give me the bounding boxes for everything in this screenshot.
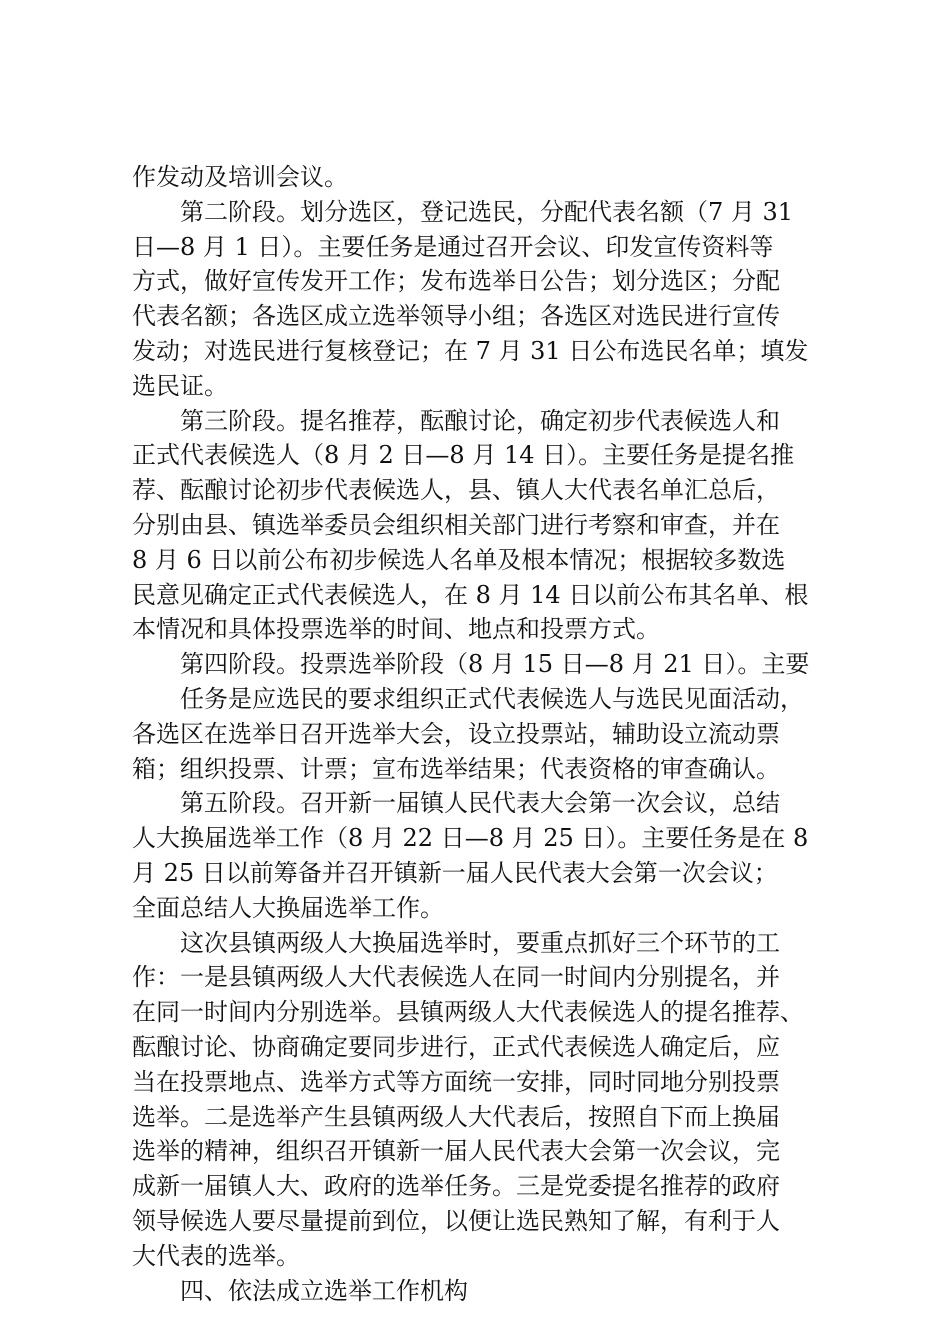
text-line: 在同一时间内分别选举。县镇两级人大代表候选人的提名推荐、 [132, 998, 804, 1027]
text-line: 成新一届镇人大、政府的选举任务。三是党委提名推荐的政府 [132, 1172, 780, 1201]
text-line: 月 25 日以前筹备并召开镇新一届人民代表大会第一次会议； [132, 858, 778, 887]
text-line: 作：一是县镇两级人大代表候选人在同一时间内分别提名，并 [132, 963, 780, 992]
text-line: 日—8 月 1 日）。主要任务是通过召开会议、印发宣传资料等 [132, 232, 774, 261]
text-line: 酝酿讨论、协商确定要同步进行，正式代表候选人确定后，应 [132, 1032, 780, 1061]
text-line: 领导候选人要尽量提前到位，以便让选民熟知了解，有利于人 [132, 1206, 780, 1235]
text-line: 民意见确定正式代表候选人，在 8 月 14 日以前公布其名单、根 [132, 580, 809, 609]
text-line: 箱；组织投票、计票；宣布选举结果；代表资格的审查确认。 [132, 754, 780, 783]
document-body [132, 160, 832, 1308]
text-line: 人大换届选举工作（8 月 22 日—8 月 25 日）。主要任务是在 8 [132, 824, 809, 853]
text-line: 大代表的选举。 [132, 1241, 300, 1270]
text-line: 代表名额；各选区成立选举领导小组；各选区对选民进行宣传 [132, 302, 780, 331]
text-line: 选民证。 [132, 371, 228, 400]
text-line: 8 月 6 日以前公布初步候选人名单及根本情况；根据较多数选 [132, 545, 786, 574]
text-line: 第二阶段。划分选区，登记选民，分配代表名额（7 月 31 [180, 197, 794, 226]
text-line: 本情况和具体投票选举的时间、地点和投票方式。 [132, 615, 660, 644]
text-line: 第四阶段。投票选举阶段（8 月 15 日—8 月 21 日）。主要 [180, 650, 810, 679]
text-line: 各选区在选举日召开选举大会，设立投票站，辅助设立流动票 [132, 719, 780, 748]
text-line: 荐、酝酿讨论初步代表候选人，县、镇人大代表名单汇总后， [132, 476, 780, 505]
text-line: 四、依法成立选举工作机构 [180, 1276, 468, 1305]
text-line: 方式，做好宣传发开工作；发布选举日公告；划分选区；分配 [132, 267, 780, 296]
text-line: 任务是应选民的要求组织正式代表候选人与选民见面活动， [180, 684, 804, 713]
text-line: 分别由县、镇选举委员会组织相关部门进行考察和审查，并在 [132, 510, 780, 539]
text-line: 全面总结人大换届选举工作。 [132, 893, 444, 922]
text-line: 当在投票地点、选举方式等方面统一安排，同时同地分别投票 [132, 1067, 780, 1096]
text-line: 正式代表候选人（8 月 2 日—8 月 14 日）。主要任务是提名推 [132, 441, 795, 470]
text-line: 选举的精神，组织召开镇新一届人民代表大会第一次会议，完 [132, 1137, 780, 1166]
text-line: 选举。二是选举产生县镇两级人大代表后，按照自下而上换届 [132, 1102, 780, 1131]
text-line: 发动；对选民进行复核登记；在 7 月 31 日公布选民名单；填发 [132, 336, 809, 365]
text-line: 第五阶段。召开新一届镇人民代表大会第一次会议，总结 [180, 789, 780, 818]
text-line: 这次县镇两级人大换届选举时，要重点抓好三个环节的工 [180, 928, 780, 957]
text-line: 第三阶段。提名推荐，酝酿讨论，确定初步代表候选人和 [180, 406, 780, 435]
text-line: 作发动及培训会议。 [132, 163, 348, 191]
